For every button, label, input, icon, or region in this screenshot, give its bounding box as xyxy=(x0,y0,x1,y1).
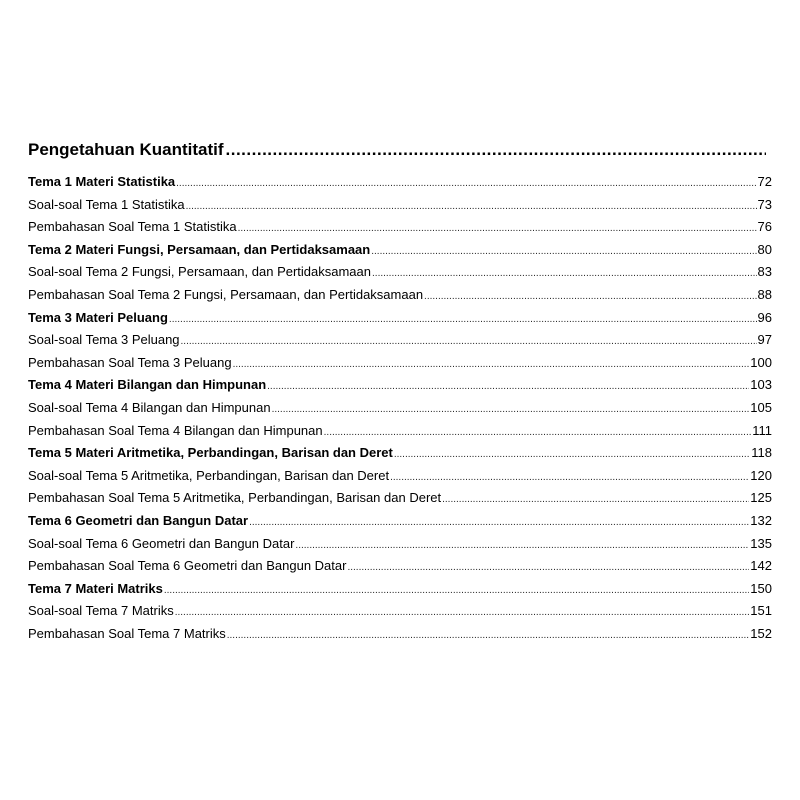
dot-leader xyxy=(272,404,750,415)
toc-entry-page-number: 96 xyxy=(757,309,772,325)
dot-leader xyxy=(226,140,766,160)
toc-entry-title: Tema 6 Geometri dan Bangun Datar xyxy=(28,512,249,528)
toc-entry-title: Tema 3 Materi Peluang xyxy=(28,309,168,325)
dot-leader xyxy=(442,494,749,505)
toc-entry-title: Tema 4 Materi Bilangan dan Himpunan xyxy=(28,377,267,393)
toc-entry-title: Tema 7 Materi Matriks xyxy=(28,580,163,596)
dot-leader xyxy=(295,540,749,551)
dot-leader xyxy=(249,517,749,528)
toc-entry[interactable] xyxy=(28,219,772,242)
toc-entry[interactable] xyxy=(28,174,772,197)
toc-entry-page-number: 132 xyxy=(750,512,772,528)
toc-entry-page-number: 83 xyxy=(757,264,772,280)
toc-entry-title: Soal-soal Tema 3 Peluang xyxy=(28,332,180,348)
dot-leader xyxy=(176,178,756,189)
toc-entry[interactable] xyxy=(28,581,772,604)
table-of-contents xyxy=(28,140,772,648)
toc-entry-page-number: 152 xyxy=(750,625,772,641)
toc-entry[interactable] xyxy=(28,468,772,491)
toc-entry-page-number: 118 xyxy=(751,445,772,461)
toc-entry-title: Soal-soal Tema 7 Matriks xyxy=(28,603,174,619)
section-title: Pengetahuan Kuantitatif xyxy=(28,140,224,159)
toc-entry-title: Pembahasan Soal Tema 5 Aritmetika, Perbandingan, Barisan dan Deret xyxy=(28,490,442,506)
section-heading xyxy=(28,140,772,174)
toc-entry-title: Soal-soal Tema 5 Aritmetika, Perbandingan, Barisan dan Deret xyxy=(28,467,390,483)
toc-entry[interactable] xyxy=(28,513,772,536)
toc-entry-title: Pembahasan Soal Tema 7 Matriks xyxy=(28,625,226,641)
toc-entry-title: Tema 2 Materi Fungsi, Persamaan, dan Pertidaksamaan xyxy=(28,241,371,257)
dot-leader xyxy=(267,381,749,392)
toc-entry[interactable] xyxy=(28,558,772,581)
toc-entry-title: Pembahasan Soal Tema 3 Peluang xyxy=(28,354,232,370)
toc-entry-page-number: 76 xyxy=(757,219,772,235)
toc-entry-title: Pembahasan Soal Tema 2 Fungsi, Persamaan, dan Pertidaksamaan xyxy=(28,286,424,302)
toc-entry[interactable] xyxy=(28,445,772,468)
toc-entry-title: Soal-soal Tema 2 Fungsi, Persamaan, dan Pertidaksamaan xyxy=(28,264,372,280)
toc-entry-title: Pembahasan Soal Tema 6 Geometri dan Bangun Datar xyxy=(28,558,347,574)
dot-leader xyxy=(181,336,757,347)
toc-entry[interactable] xyxy=(28,603,772,626)
toc-entry-page-number: 72 xyxy=(757,174,772,189)
dot-leader xyxy=(347,562,749,573)
toc-entry-title: Pembahasan Soal Tema 1 Statistika xyxy=(28,219,237,235)
toc-entry-title: Tema 5 Materi Aritmetika, Perbandingan, Barisan dan Deret xyxy=(28,445,393,461)
toc-entry-page-number: 111 xyxy=(752,422,772,438)
toc-entry-page-number: 120 xyxy=(750,467,772,483)
dot-leader xyxy=(186,201,757,212)
toc-entry-page-number: 105 xyxy=(750,399,772,415)
toc-entry-title: Tema 1 Materi Statistika xyxy=(28,174,176,189)
dot-leader xyxy=(238,223,757,234)
toc-entry[interactable] xyxy=(28,310,772,333)
dot-leader xyxy=(233,359,750,370)
dot-leader xyxy=(169,314,757,325)
toc-entry-title: Pembahasan Soal Tema 4 Bilangan dan Himpunan xyxy=(28,422,323,438)
toc-entry-title: Soal-soal Tema 4 Bilangan dan Himpunan xyxy=(28,399,271,415)
toc-entry[interactable] xyxy=(28,400,772,423)
toc-entry-page-number: 125 xyxy=(750,490,772,506)
dot-leader xyxy=(324,427,752,438)
dot-leader xyxy=(394,449,750,460)
toc-entry[interactable] xyxy=(28,377,772,400)
toc-entry[interactable] xyxy=(28,197,772,220)
toc-entry[interactable] xyxy=(28,242,772,265)
dot-leader xyxy=(424,291,756,302)
toc-entry-list xyxy=(28,174,772,648)
toc-entry[interactable] xyxy=(28,264,772,287)
toc-entry-page-number: 135 xyxy=(750,535,772,551)
toc-entry-title: Soal-soal Tema 6 Geometri dan Bangun Datar xyxy=(28,535,295,551)
toc-entry[interactable] xyxy=(28,490,772,513)
toc-entry[interactable] xyxy=(28,332,772,355)
dot-leader xyxy=(371,246,756,257)
toc-entry-page-number: 151 xyxy=(750,603,772,619)
toc-entry[interactable] xyxy=(28,536,772,559)
dot-leader xyxy=(227,630,750,641)
toc-entry[interactable] xyxy=(28,423,772,446)
toc-entry-page-number: 100 xyxy=(750,354,772,370)
dot-leader xyxy=(175,607,750,618)
toc-entry-page-number: 73 xyxy=(757,196,772,212)
dot-leader xyxy=(390,472,749,483)
toc-entry[interactable] xyxy=(28,355,772,378)
toc-entry-page-number: 150 xyxy=(750,580,772,596)
toc-entry-page-number: 142 xyxy=(750,558,772,574)
toc-entry[interactable] xyxy=(28,626,772,649)
toc-entry-title: Soal-soal Tema 1 Statistika xyxy=(28,196,185,212)
toc-entry-page-number: 103 xyxy=(750,377,772,393)
toc-entry-page-number: 97 xyxy=(757,332,772,348)
dot-leader xyxy=(372,268,757,279)
dot-leader xyxy=(164,585,749,596)
toc-entry-page-number: 80 xyxy=(757,241,772,257)
toc-entry[interactable] xyxy=(28,287,772,310)
toc-entry-page-number: 88 xyxy=(757,286,772,302)
